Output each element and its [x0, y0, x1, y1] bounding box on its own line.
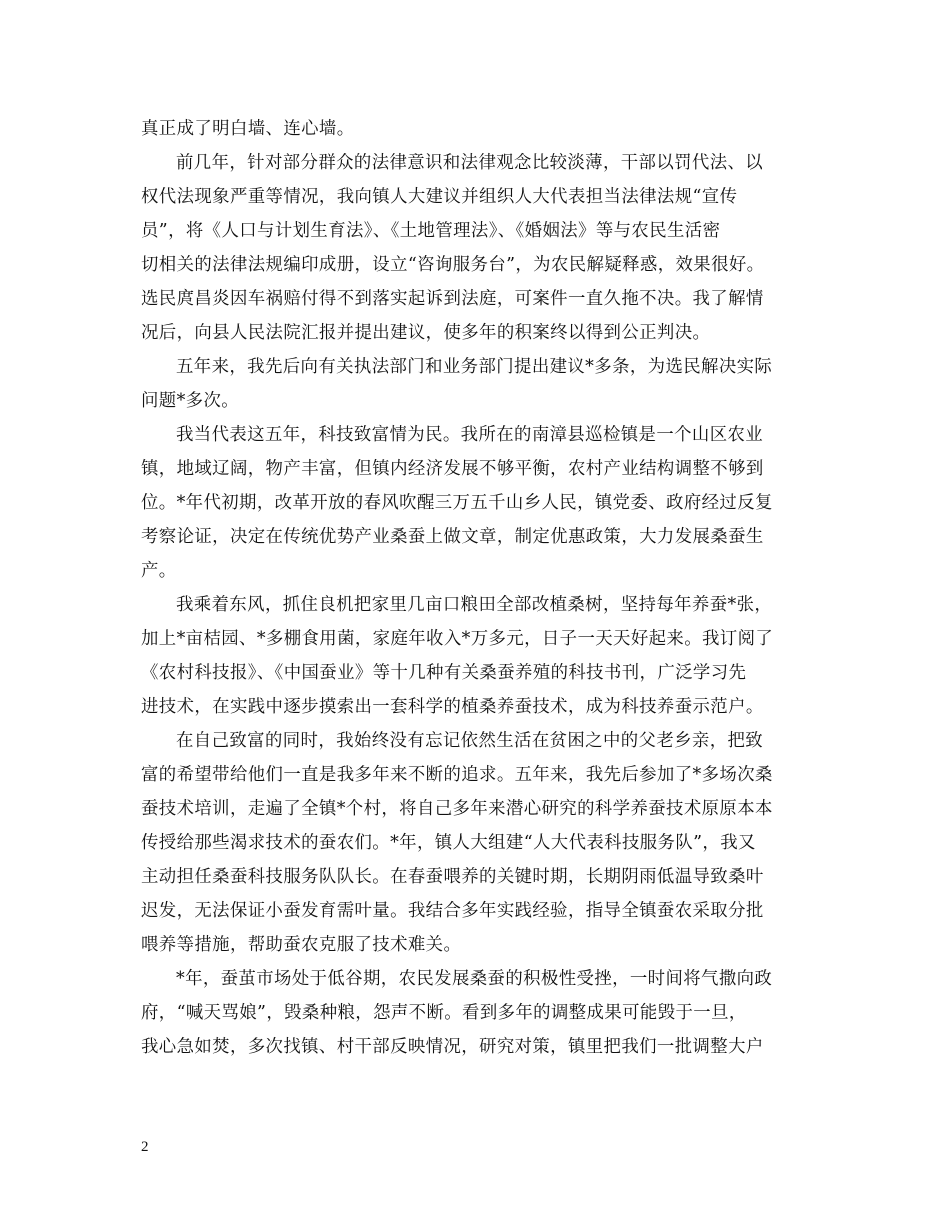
paragraph-start-line: 在自己致富的同时，我始终没有忘记依然生活在贫困之中的父老乡亲，把致 [176, 731, 764, 751]
text-line: 切相关的法律法规编印成册，设立“咨询服务台”，为农民解疑释惑，效果很好。 [141, 255, 765, 275]
text-line: 传授给那些渴求技术的蚕农们。*年，镇人大组建“人大代表科技服务队”，我又 [141, 833, 756, 853]
text-line: 蚕技术培训，走遍了全镇*个村，将自己多年来潜心研究的科学养蚕技术原原本本 [141, 799, 773, 819]
text-line: 真正成了明白墙、连心墙。 [141, 119, 355, 139]
text-line: 府，“喊天骂娘”，毁桑种粮，怨声不断。看到多年的调整成果可能毁于一旦， [141, 1003, 747, 1023]
paragraph-start-line: 我乘着东风，抓住良机把家里几亩口粮田全部改植桑树，坚持每年养蚕*张， [176, 595, 773, 615]
paragraph-start-line: *年，蚕茧市场处于低谷期，农民发展桑蚕的积极性受挫，一时间将气撒向政 [176, 969, 773, 989]
text-line: 镇，地域辽阔，物产丰富，但镇内经济发展不够平衡，农村产业结构调整不够到 [141, 459, 764, 479]
paragraph-start-line: 五年来，我先后向有关执法部门和业务部门提出建议*多条，为选民解决实际 [176, 357, 773, 377]
text-line: 喂养等措施，帮助蚕农克服了技术难关。 [141, 935, 462, 955]
page-number: 2 [141, 1139, 149, 1155]
text-line: 位。*年代初期，改革开放的春风吹醒三万五千山乡人民，镇党委、政府经过反复 [141, 493, 773, 513]
text-line: 权代法现象严重等情况，我向镇人大建议并组织人大代表担当法律法规“宣传 [141, 187, 738, 207]
text-line: 《农村科技报》、《中国蚕业》等十几种有关桑蚕养殖的科技书刊，广泛学习先 [141, 663, 747, 683]
paragraph-start-line: 我当代表这五年，科技致富情为民。我所在的南漳县巡检镇是一个山区农业 [176, 425, 764, 445]
text-line: 我心急如焚，多次找镇、村干部反映情况，研究对策，镇里把我们一批调整大户 [141, 1037, 764, 1057]
paragraph-start-line: 前几年，针对部分群众的法律意识和法律观念比较淡薄，干部以罚代法、以 [176, 153, 764, 173]
text-line: 迟发，无法保证小蚕发育需叶量。我结合多年实践经验，指导全镇蚕农采取分批 [141, 901, 764, 921]
text-line: 选民庹昌炎因车祸赔付得不到落实起诉到法庭，可案件一直久拖不决。我了解情 [141, 289, 764, 309]
text-line: 主动担任桑蚕科技服务队队长。在春蚕喂养的关键时期，长期阴雨低温导致桑叶 [141, 867, 764, 887]
text-line: 进技术，在实践中逐步摸索出一套科学的植桑养蚕技术，成为科技养蚕示范户。 [141, 697, 764, 717]
text-line: 问题*多次。 [141, 391, 240, 411]
text-line: 况后，向县人民法院汇报并提出建议，使多年的积案终以得到公正判决。 [141, 323, 711, 343]
text-line: 产。 [141, 561, 177, 581]
text-line: 考察论证，决定在传统优势产业桑蚕上做文章，制定优惠政策，大力发展桑蚕生 [141, 527, 764, 547]
text-line: 员”，将《人口与计划生育法》、《土地管理法》、《婚姻法》等与农民生活密 [141, 221, 721, 241]
document-body [141, 112, 821, 1064]
text-line: 富的希望带给他们一直是我多年来不断的追求。五年来，我先后参加了*多场次桑 [141, 765, 773, 785]
text-line: 加上*亩桔园、*多棚食用菌，家庭年收入*万多元，日子一天天好起来。我订阅了 [141, 629, 774, 649]
